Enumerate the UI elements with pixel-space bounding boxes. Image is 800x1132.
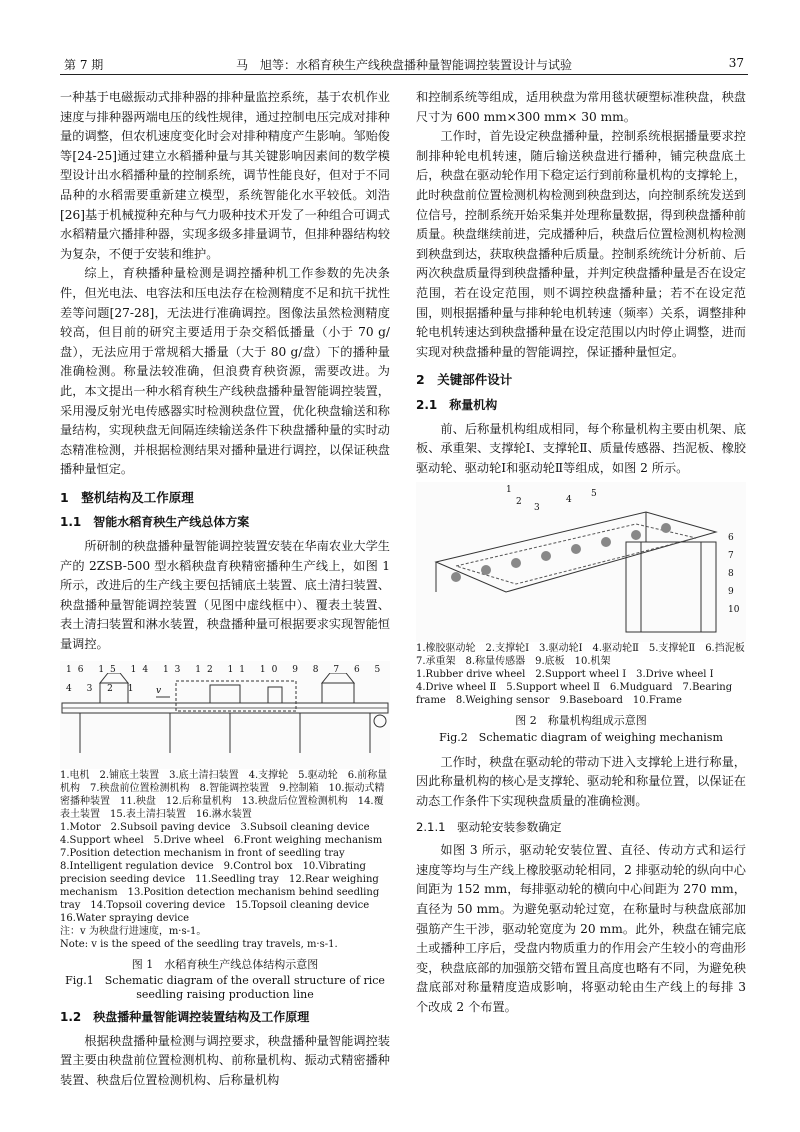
paragraph: 和控制系统等组成，适用秧盘为常用毯状硬塑标准秧盘，秧盘尺寸为 600 mm×300 mm× 30 mm。 (416, 90, 746, 124)
figure-1-title-en: Fig.1 Schematic diagram of the overall structure of rice seedling raising production line (65, 974, 385, 1002)
paragraph: 工作时，秧盘在驱动轮的带动下进入支撑轮上进行称量，因此称量机构的核心是支撑轮、驱动轮和称量位置，以保证在动态工作条件下实现秧盘质量的准确检测。 (416, 754, 746, 809)
figure-2-label: 10 (728, 605, 740, 616)
figure-2-label: 8 (728, 569, 734, 580)
figure-2 (416, 482, 746, 642)
section-heading: 2 关键部件设计 (416, 372, 513, 388)
figure-1-legend-cn: 1.电机 2.铺底土装置 3.底土清扫装置 4.支撑轮 5.驱动轮 6.前称量机构 7.秧盘前位置检测机构 8.智能调控装置 9.控制箱 10.振动式精密播种装置 11.秧盘 12.后称量机构 13.秧盘后位置检测机构 14.覆表土装置 15.表土清扫装置 16.淋水装置 (60, 769, 388, 820)
subsection-heading: 1.2 秧盘播种量智能调控装置结构及工作原理 (60, 1010, 310, 1025)
figure-2-label: 7 (728, 551, 734, 562)
figure-1-callout-numbers: 16 15 14 13 12 11 10 9 8 7 6 5 4 3 2 1 (66, 664, 387, 695)
figure-2-label: 2 (516, 497, 522, 508)
figure-1 (60, 661, 390, 769)
running-header (60, 56, 748, 75)
figure-1-note-en: Note: v is the speed of the seedling tray travels, m·s-1. (60, 938, 338, 950)
paragraph: 前、后称量机构组成相同，每个称量机构主要由机架、底板、承重架、支撑轮Ⅰ、支撑轮Ⅱ、质量传感器、挡泥板、橡胶驱动轮、驱动轮Ⅰ和驱动轮Ⅱ等组成，如图 2 所示。 (416, 421, 746, 475)
issue-number: 第 7 期 (64, 58, 104, 72)
paragraph: 根据秧盘播种量检测与调控要求，秧盘播种量智能调控装置主要由秧盘前位置检测机构、前称量机构、振动式精密播种装置、秧盘后位置检测机构、后称量机构 (60, 1033, 390, 1087)
paragraph: 如图 3 所示，驱动轮安装位置、直径、传动方式和运行速度等均与生产线上橡胶驱动轮相同，2 排驱动轮的纵向中心间距为 152 mm，每排驱动轮的横向中心间距为 270 mm，直径为 50 mm。为避免驱动轮过宽，在称量时与秧盘底部加强筋产生干涉，驱动轮宽度为 20 mm。此外，秧盘在铺完底土或播种工序后，受盘内物质重力的作用会产生较小的弯曲形变，秧盘底部的加强筋交错布置且高度也略有不同，为避免秧盘底部对称量精度造成影响，将驱动轮由生产线上的每排 3 个改成 2 个布置。 (416, 843, 746, 1014)
figure-2-label: 3 (534, 503, 540, 514)
figure-1-title-cn: 图 1 水稻育秧生产线总体结构示意图 (131, 957, 319, 971)
paragraph: 工作时，首先设定秧盘播种量，控制系统根据播量要求控制排种轮电机转速，随后输送秧盘进行播种，铺完秧盘底土后，秧盘在驱动轮作用下稳定运行到前称量机构的支撑轮上，此时秧盘前位置检测机构检测到秧盘到达，向控制系统发送到位信号，控制系统开始采集并处理称量数据，得到秧盘播种前质量。秧盘继续前进，完成播种后，秧盘后位置检测机构检测到秧盘到达，获取秧盘播种后质量。控制系统统计分析前、后两次秧盘质量得到秧盘播种量，并判定秧盘播种量是否在设定范围，若在设定范围，则不调控秧盘播种量；若不在设定范围，则根据播种量与排种轮电机转速（频率）关系，调整排种轮电机转速达到秧盘播种量在设定范围以内时停止调整，进而实现对秧盘播种量的智能调控，保证播种量恒定。 (416, 129, 746, 359)
figure-2-title-cn: 图 2 称量机构组成示意图 (515, 714, 647, 728)
page-number: 37 (728, 56, 744, 70)
figure-1-note-cn: 注：v 为秧盘行进速度，m·s-1。 (60, 925, 207, 937)
figure-2-label: 4 (566, 495, 572, 506)
section-heading: 1 整机结构及工作原理 (60, 489, 194, 505)
figure-2-title-en: Fig.2 Schematic diagram of weighing mechanism (439, 730, 723, 744)
subsection-heading: 1.1 智能水稻育秧生产线总体方案 (60, 515, 250, 530)
figure-2-legend-cn: 1.橡胶驱动轮 2.支撑轮Ⅰ 3.驱动轮Ⅰ 4.驱动轮Ⅱ 5.支撑轮Ⅱ 6.挡泥板 7.承重架 8.称量传感器 9.底板 10.机架 (416, 643, 755, 668)
weighing-mechanism-diagram (416, 482, 746, 642)
subsection-heading: 2.1 称量机构 (416, 397, 498, 412)
figure-2-label: 5 (591, 489, 597, 500)
paragraph: 综上，育秧播种量检测是调控播种机工作参数的先决条件，但光电法、电容法和压电法存在检测精度不足和抗干扰性差等问题[27-28]，无法进行准确调控。图像法虽然检测精度较高，但目前的研究主要适用于杂交稻低播量（小于 70 g/盘），无法应用于常规稻大播量（大于 80 g/盘）下的播种量准确检测。称量法较准确，但浪费育秧资源，需要改进。为此，本文提出一种水稻育秧生产线秧盘播种量智能调控装置，采用漫反射光电传感器实时检测秧盘位置，优化秧盘输送和称量结构，实现秧盘无间隔连续输送条件下秧盘播种量的实时动态精准检测，并根据检测结果对播种量进行调控，以保证秧盘播种量恒定。 (60, 266, 390, 477)
running-title: 马 旭等：水稻育秧生产线秧盘播种量智能调控装置设计与试验 (235, 58, 572, 72)
figure-2-label: 9 (728, 587, 734, 598)
figure-2-label: 1 (506, 485, 512, 496)
figure-2-label: 6 (728, 533, 734, 544)
left-column (60, 88, 393, 1091)
figure-2-legend-en: 1.Rubber drive wheel 2.Support wheel Ⅰ 3.Drive wheel Ⅰ 4.Drive wheel Ⅱ 5.Support wheel Ⅱ 6.Mudguard 7.Bearing frame 8.Weighing sensor 9.Baseboard 10.Frame (416, 669, 733, 707)
velocity-label: v (156, 685, 162, 696)
production-line-diagram (60, 673, 390, 769)
right-column (416, 88, 755, 1018)
figure-1-legend-en: 1.Motor 2.Subsoil paving device 3.Subsoil cleaning device 4.Support wheel 5.Drive wheel 6.Front weighing mechanism 7.Position detection mechanism in front of seedling tray 8.Intelligent regulation device 9.Control box 10.Vibrating precision seeding device 11.Seedling tray 12.Rear weighing mechanism 13.Position detection mechanism behind seedling tray 14.Topsoil covering device 15.Topsoil cleaning device 16.Water spraying device (60, 821, 393, 924)
subsubsection-heading: 2.1.1 驱动轮安装参数确定 (416, 819, 562, 834)
paragraph: 一种基于电磁振动式排种器的排种量监控系统，基于农机作业速度与排种器两端电压的线性规律，通过控制电压完成对排种量的调整，但农机速度变化时会对排种精度产生影响。邹贻俊等[24-25]通过建立水稻播种量与其关键影响因素间的数学模型设计出水稻播种量的控制系统，调节性能良好，但对于不同品种的水稻需要重新建立模型，系统智能化水平较低。刘浩[26]基于机械搅种充种与气力吸种技术开发了一种组合可调式水稻精量穴播排种器，实现多级多排量调节，但排种器结构较为复杂，不便于安装和维护。 (60, 90, 390, 261)
paragraph: 所研制的秧盘播种量智能调控装置安装在华南农业大学生产的 2ZSB-500 型水稻秧盘育秧精密播种生产线上，如图 1 所示，改进后的生产线主要包括铺底土装置、底土清扫装置、秧盘播种量智能调控装置（见图中虚线框中）、覆表土装置、表土清扫装置和淋水装置，秧盘播种量可根据要求实现智能恒量调控。 (60, 539, 390, 652)
